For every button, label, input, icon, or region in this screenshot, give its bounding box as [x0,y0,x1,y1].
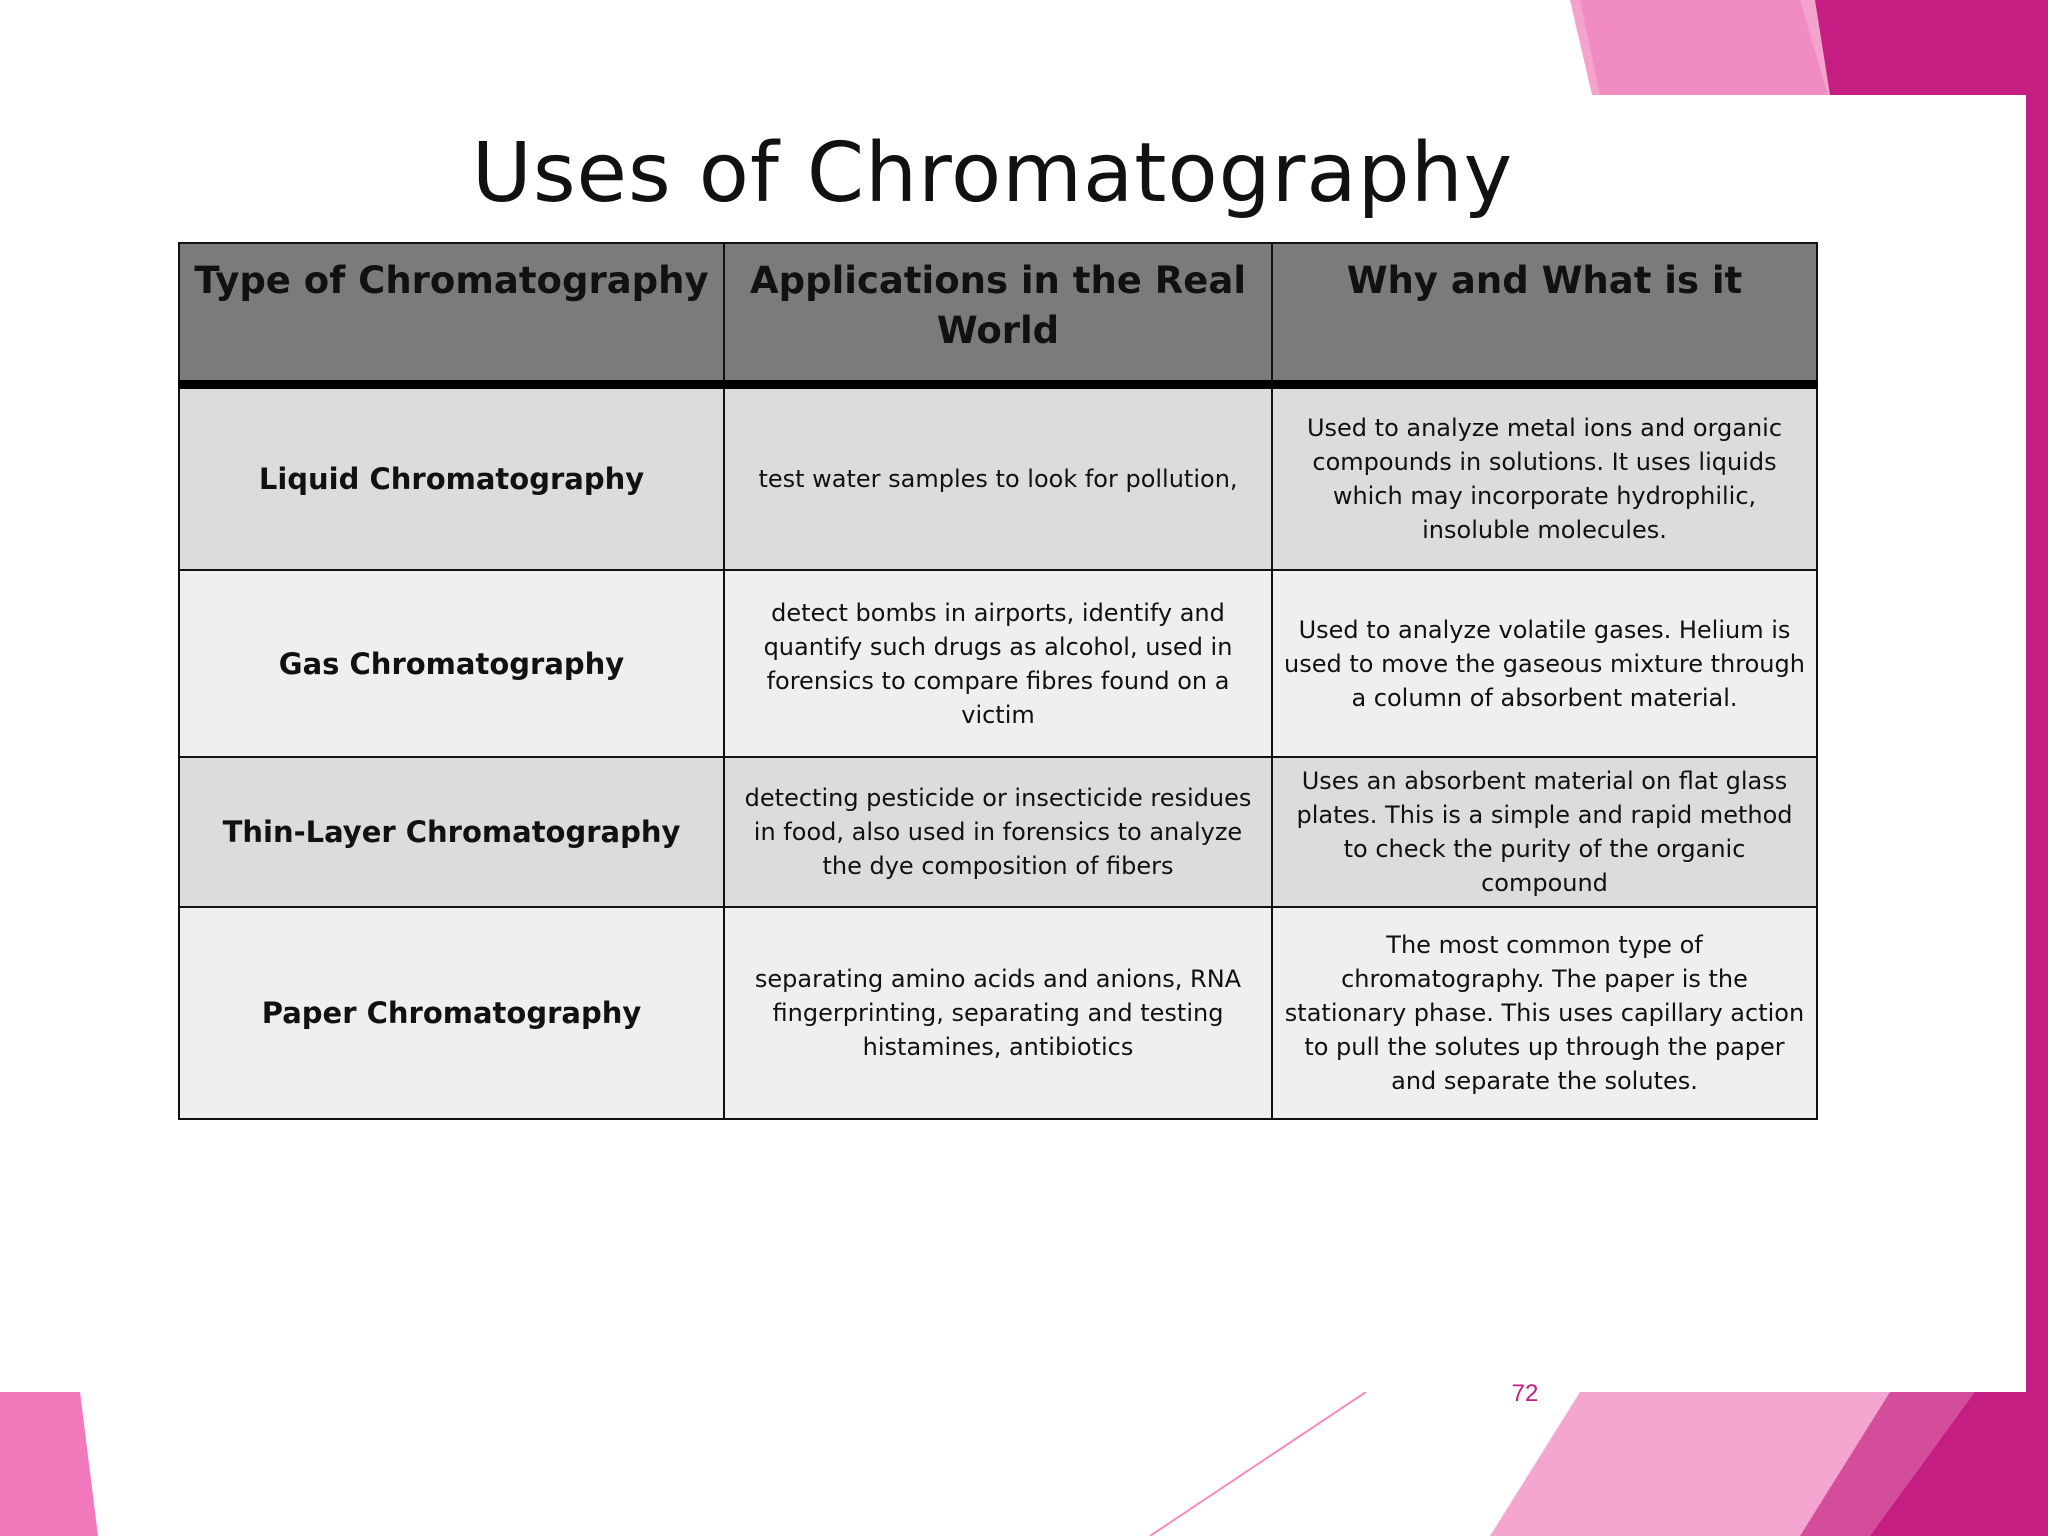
table-row [179,385,1817,571]
page-number: 72 [1511,1380,1539,1407]
why-cell: Used to analyze volatile gases. Helium is used to move the gaseous mixture through a column of absorbent material. [1272,570,1817,757]
chromatography-table [178,242,1818,1120]
header-applications: Applications in the Real World [724,243,1272,385]
slide-title: Uses of Chromatography [471,126,1514,221]
why-cell: Used to analyze metal ions and organic compounds in solutions. It uses liquids which may incorporate hydrophilic, insoluble molecules. [1272,385,1817,571]
applications-cell: separating amino acids and anions, RNA fingerprinting, separating and testing histamines, antibiotics [724,907,1272,1119]
right-edge-strip [2026,95,2048,1395]
header-type: Type of Chromatography [179,243,724,385]
applications-cell: detecting pesticide or insecticide residues in food, also used in forensics to analyze the dye composition of fibers [724,757,1272,907]
type-cell: Gas Chromatography [179,570,724,757]
type-cell: Paper Chromatography [179,907,724,1119]
corner-shape-top-dark [1815,0,2048,95]
table-row [179,907,1817,1119]
chromatography-table-container [178,242,1816,1120]
table-body [179,385,1817,1120]
header-row [179,243,1817,385]
table-row [179,757,1817,907]
why-cell: The most common type of chromatography. The paper is the stationary phase. This uses capillary action to pull the solutes up through the paper and separate the solutes. [1272,907,1817,1119]
applications-cell: detect bombs in airports, identify and quantify such drugs as alcohol, used in forensics to compare fibres found on a victim [724,570,1272,757]
table-row [179,570,1817,757]
type-cell: Liquid Chromatography [179,385,724,571]
type-cell: Thin-Layer Chromatography [179,757,724,907]
decorative-diagonal-line [1150,1392,1366,1536]
applications-cell: test water samples to look for pollution, [724,385,1272,571]
header-why: Why and What is it [1272,243,1817,385]
table-header [179,243,1817,385]
corner-shape-bottom-left [0,1392,98,1536]
why-cell: Uses an absorbent material on flat glass plates. This is a simple and rapid method to check the purity of the organic compound [1272,757,1817,907]
corner-shape-top-mid [1580,0,1828,95]
